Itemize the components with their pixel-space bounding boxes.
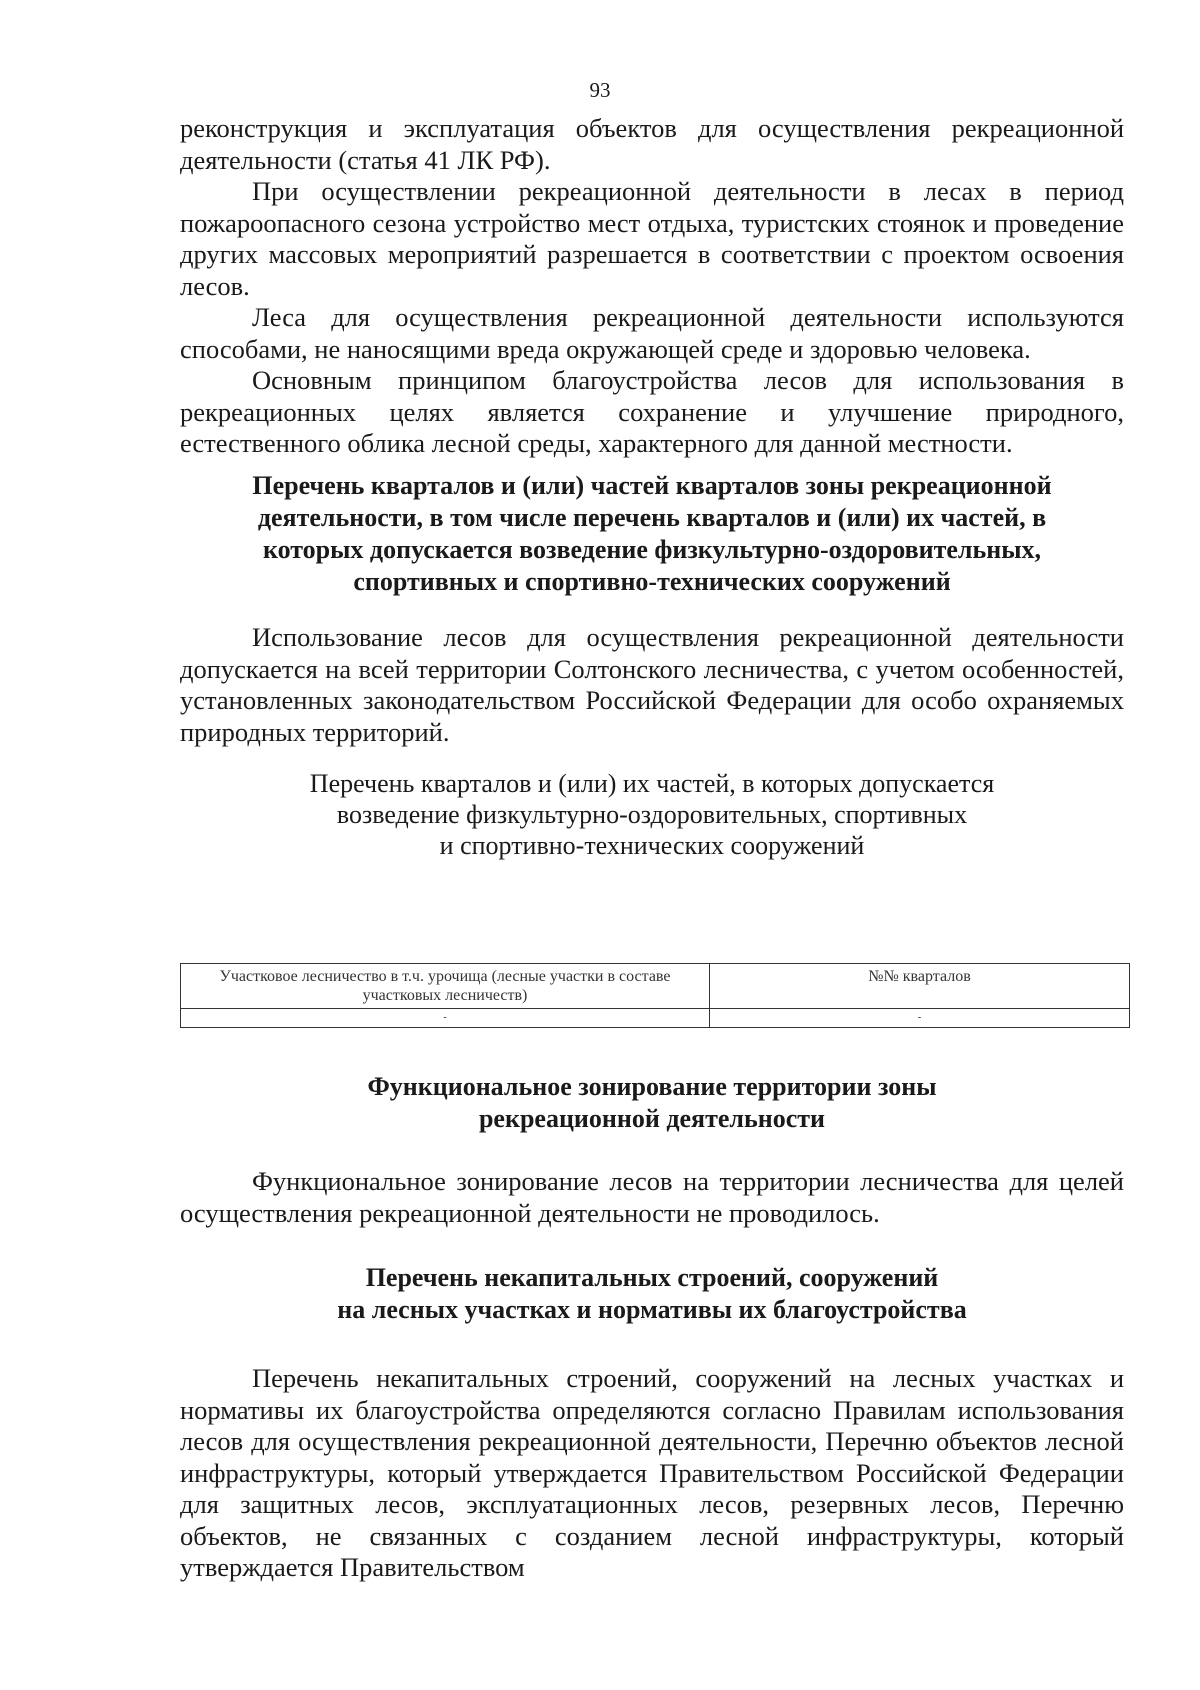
section2-paragraph: Функциональное зонирование лесов на территории лесничества для целей осуществления рекреационной деятельности не проводилось. [180,1166,1124,1228]
intro-paragraph-principle: Основным принципом благоустройства лесов для использования в рекреационных целях является сохранение и улучшение природного, естественного облика лесной среды, характерного для данной местности. [180,365,1124,458]
heading-line: на лесных участках и нормативы их благоустройства [337,1295,967,1324]
table-row [181,1009,1130,1028]
section-heading-recreation-quarters [180,470,1124,598]
heading-line: спортивных и спортивно-технических сооружений [353,567,951,596]
section1-text [180,622,1124,748]
heading-line: которых допускается возведение физкультурно-оздоровительных, [262,535,1042,564]
section-heading-functional-zoning [180,1071,1124,1135]
section3-paragraph: Перечень некапитальных строений, сооружений на лесных участках и нормативы их благоустройства определяются согласно Правилам использования лесов для осуществления рекреационной деятельности, Перечню объектов лесной инфраструктуры, который утверждается Правительством Российской Федерации для защитных лесов, эксплуатационных лесов, резервных лесов, Перечню объектов, не связанных с созданием лесной инфраструктуры, который утверждается Правительством [180,1363,1124,1582]
section1-paragraph: Использование лесов для осуществления рекреационной деятельности допускается на всей территории Солтонского лесничества, с учетом особенностей, установленных законодательством Российской Федерации для особо охраняемых природных территорий. [180,622,1124,747]
table-cell: - [181,1009,710,1028]
intro-text [180,113,1124,460]
section3-text [180,1363,1124,1584]
table-caption [180,768,1124,861]
heading-line: Перечень некапитальных строений, сооружений [365,1263,939,1292]
table-header-row [181,964,1130,1009]
caption-line: возведение физкультурно-оздоровительных, спортивных [336,800,968,829]
section-heading-non-capital-structures [180,1262,1124,1326]
caption-line: и спортивно-технических сооружений [439,831,865,860]
quarters-table [180,963,1130,1028]
intro-paragraph-continuation: реконструкция и эксплуатация объектов для осуществления рекреационной деятельности (статья 41 ЛК РФ). [180,113,1124,175]
caption-line: Перечень кварталов и (или) их частей, в которых допускается [309,769,995,798]
heading-line: Перечень кварталов и (или) частей кварталов зоны рекреационной [252,471,1052,500]
heading-line: Функциональное зонирование территории зоны [367,1072,937,1101]
section2-text [180,1166,1124,1229]
heading-line: деятельности, в том числе перечень кварталов и (или) их частей, в [257,503,1047,532]
intro-paragraph-forest-use: Леса для осуществления рекреационной деятельности используются способами, не наносящими вреда окружающей среде и здоровью человека. [180,302,1124,364]
page-number: 93 [589,78,611,102]
table-header-quarters: №№ кварталов [710,964,1130,1009]
intro-paragraph-fire-season: При осуществлении рекреационной деятельности в лесах в период пожароопасного сезона устройство мест отдыха, туристских стоянок и проведение других массовых мероприятий разрешается в соответствии с проектом освоения лесов. [180,176,1124,301]
table-cell: - [710,1009,1130,1028]
table-header-forestry: Участковое лесничество в т.ч. урочища (лесные участки в составе участковых лесничеств) [181,964,710,1009]
heading-line: рекреационной деятельности [478,1104,826,1133]
